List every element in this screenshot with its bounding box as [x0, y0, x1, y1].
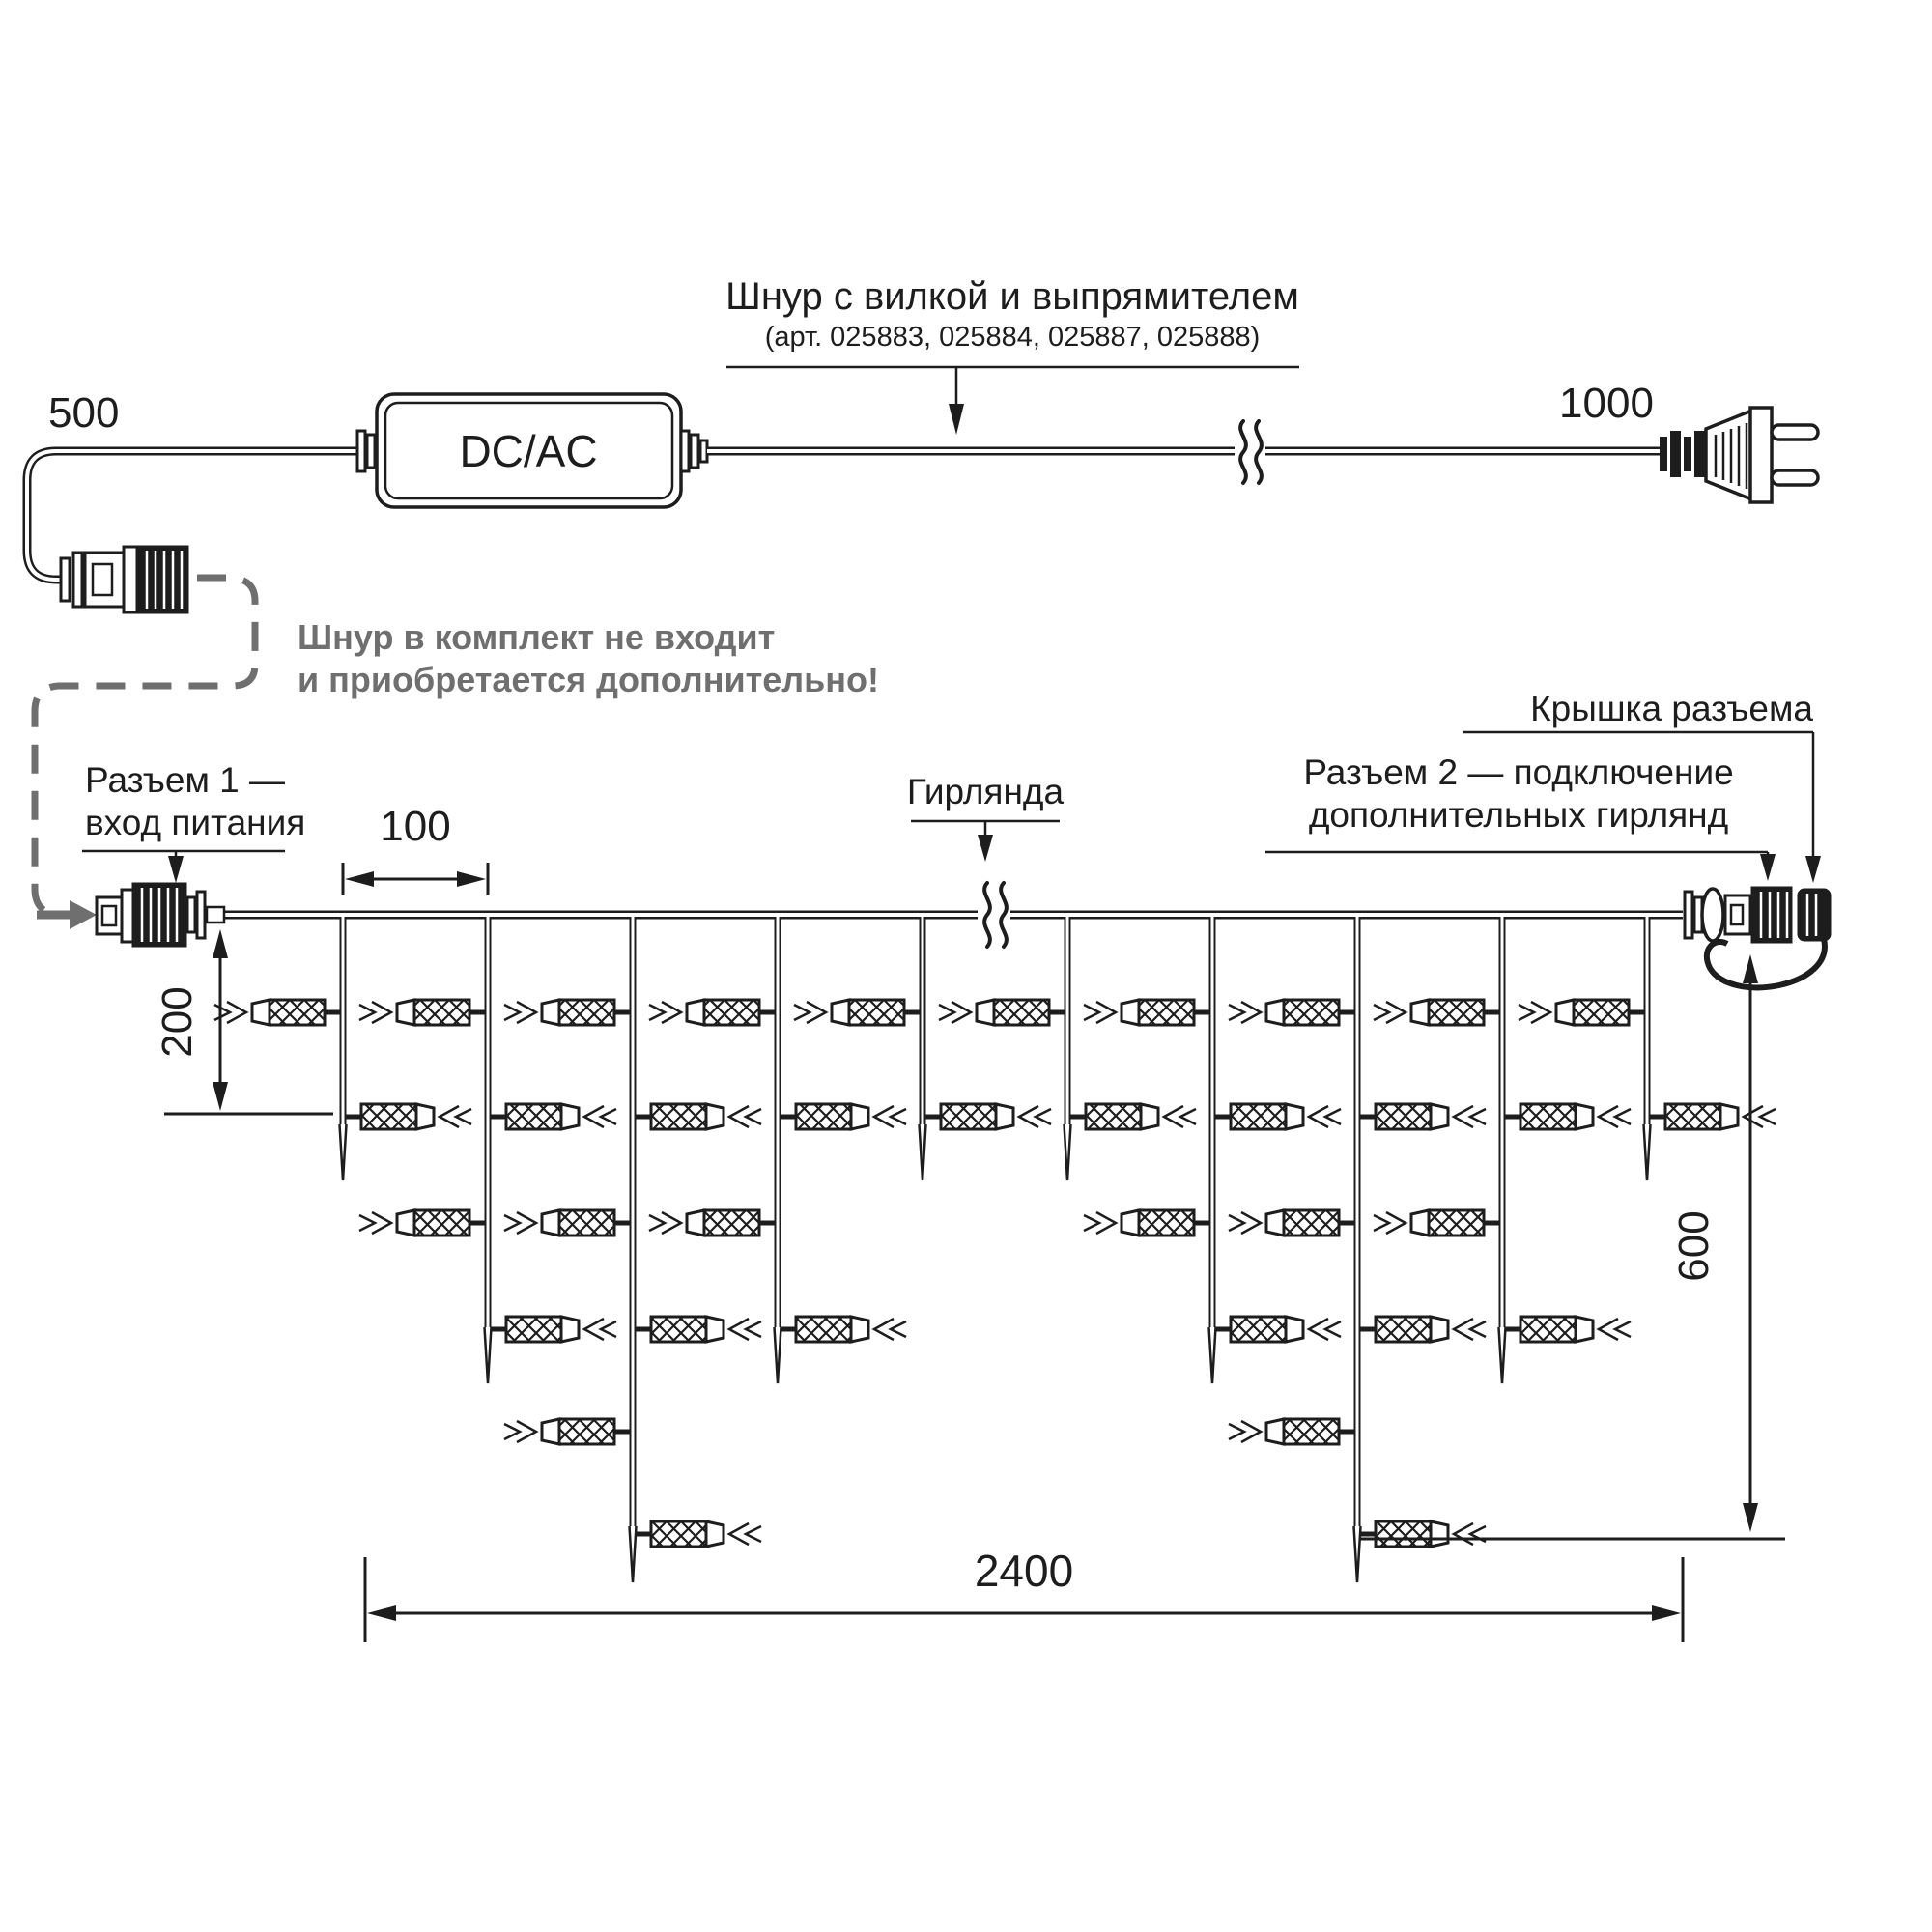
icicle-drop: [359, 917, 616, 1383]
led-bulb: [636, 1521, 761, 1547]
led-bulb: [781, 1104, 906, 1129]
garland-label: Гирлянда: [906, 772, 1065, 811]
power-cord-section: [27, 275, 1818, 612]
chevron-icon: [794, 1005, 810, 1020]
drop-tip: [1644, 1124, 1651, 1180]
chevron-icon: [1036, 1109, 1051, 1124]
chevron-icon: [504, 1215, 520, 1231]
led-bulb: [1084, 1000, 1209, 1025]
chevron-icon: [1374, 1215, 1389, 1231]
dim-600: 600: [1670, 1210, 1718, 1282]
led-bulb: [491, 1104, 616, 1129]
chevron-icon: [601, 1109, 616, 1124]
led-bulb: [1360, 1521, 1486, 1547]
conn1-callout: [82, 760, 305, 883]
drop-tip: [485, 1327, 492, 1383]
arrow-down-icon: [168, 856, 184, 883]
arrow-right-icon: [1652, 1605, 1681, 1621]
chevron-icon: [1229, 1424, 1244, 1439]
led-bulb: [491, 1317, 616, 1342]
power-plug: [1660, 408, 1818, 502]
led-bulb: [1650, 1104, 1776, 1129]
wire-break: [978, 883, 1010, 947]
gray-arrow-right-icon: [70, 900, 97, 929]
note-line1: Шнур в комплект не входит: [298, 617, 776, 657]
drop-tip: [775, 1327, 781, 1383]
led-bulb: [359, 1210, 485, 1236]
chevron-icon: [746, 1526, 761, 1542]
led-bulb: [1229, 1419, 1354, 1444]
led-bulb: [1519, 1000, 1644, 1025]
dim-100-callout: [343, 803, 488, 895]
plug-prong-bottom: [1772, 470, 1818, 485]
arrow-left-icon: [345, 871, 374, 887]
led-bulb: [1070, 1104, 1196, 1129]
led-bulb: [1215, 1317, 1341, 1342]
led-bulb: [504, 1210, 630, 1236]
plug-prong-top: [1772, 425, 1818, 440]
chevron-icon: [359, 1215, 375, 1231]
led-bulb: [346, 1104, 471, 1129]
led-bulb: [636, 1104, 761, 1129]
arrow-down-icon: [1743, 1503, 1758, 1532]
led-bulb: [1360, 1104, 1486, 1129]
led-bulb: [359, 1000, 485, 1025]
dcac-label: DC/AC: [459, 426, 598, 476]
led-bulb: [649, 1000, 775, 1025]
cord-title-callout: [725, 275, 1299, 435]
dim-2400: 2400: [974, 1546, 1074, 1596]
chevron-icon: [649, 1215, 665, 1231]
conn2-label-line2: дополнительных гирлянд: [1308, 795, 1729, 835]
led-bulb: [1374, 1210, 1499, 1236]
icicle-drop: [939, 917, 1196, 1180]
icicle-drop: [1519, 917, 1776, 1180]
chevron-icon: [359, 1005, 375, 1020]
chevron-icon: [1615, 1321, 1631, 1337]
led-bulb: [636, 1317, 761, 1342]
chevron-icon: [1760, 1109, 1776, 1124]
led-bulb: [794, 1000, 920, 1025]
dcac-converter-box: [357, 394, 707, 507]
led-bulb: [504, 1000, 630, 1025]
conn2-callout: [1265, 753, 1776, 881]
dim-100: 100: [380, 803, 451, 850]
arrow-up-icon: [1743, 954, 1758, 983]
drop-tip: [630, 1526, 637, 1582]
conn2-label-line1: Разъем 2 — подключение: [1303, 753, 1734, 792]
chevron-icon: [214, 1005, 230, 1020]
led-bulb: [1215, 1104, 1341, 1129]
dim-500: 500: [48, 389, 120, 437]
chevron-icon: [1519, 1005, 1534, 1020]
led-bulb: [781, 1317, 906, 1342]
chevron-icon: [1374, 1005, 1389, 1020]
chevron-icon: [1470, 1321, 1486, 1337]
cable-right-run: [707, 421, 1660, 483]
arrow-down-icon: [949, 404, 964, 435]
chevron-icon: [456, 1109, 471, 1124]
led-bulb: [925, 1104, 1051, 1129]
chevron-icon: [1470, 1109, 1486, 1124]
cap-label: Крышка разъема: [1530, 689, 1813, 728]
icicle-drop: [214, 917, 471, 1180]
icicle-drop: [1374, 917, 1631, 1383]
chevron-icon: [504, 1424, 520, 1439]
chevron-icon: [1084, 1005, 1099, 1020]
dashed-connection-line: [35, 578, 255, 914]
chevron-icon: [1615, 1109, 1631, 1124]
led-bulb: [504, 1419, 630, 1444]
icicle-drop: [794, 917, 1051, 1180]
chevron-icon: [1180, 1109, 1196, 1124]
led-bulb: [1505, 1104, 1631, 1129]
not-included-path: [35, 578, 879, 929]
arrow-left-icon: [367, 1605, 396, 1621]
arrow-up-icon: [213, 929, 228, 958]
icicle-drop: [649, 917, 906, 1383]
dim-600-callout: [1360, 954, 1785, 1539]
chevron-icon: [504, 1005, 520, 1020]
drop-tip: [340, 1124, 347, 1180]
note-line2: и приобретается дополнительно!: [298, 660, 879, 699]
drop-tip: [1354, 1526, 1361, 1582]
icicle-drop: [1084, 917, 1341, 1383]
arrow-down-icon: [213, 1082, 228, 1111]
conn1-label-line1: Разъем 1 —: [85, 760, 286, 800]
end-connector: [1685, 888, 1830, 987]
cap-strap: [1707, 939, 1825, 987]
led-bulb: [1360, 1317, 1486, 1342]
drop-tip: [920, 1124, 926, 1180]
input-connector: [97, 884, 224, 946]
dim-2400-callout: [365, 1546, 1683, 1642]
led-bulb: [214, 1000, 340, 1025]
led-bulb: [1229, 1000, 1354, 1025]
arrow-down-icon: [1805, 856, 1821, 883]
cord-subtitle: (арт. 025883, 025884, 025887, 025888): [764, 322, 1261, 353]
chevron-icon: [746, 1321, 761, 1337]
chevron-icon: [1229, 1215, 1244, 1231]
drop-tip: [1209, 1327, 1216, 1383]
garland-section: [82, 689, 1830, 1642]
chevron-icon: [1325, 1321, 1341, 1337]
chevron-icon: [1325, 1109, 1341, 1124]
led-bulb: [1374, 1000, 1499, 1025]
plug-strain-relief: [1660, 431, 1705, 477]
drop-tip: [1499, 1327, 1506, 1383]
dim-200: 200: [154, 986, 201, 1058]
garland-callout: [907, 772, 1065, 862]
chevron-icon: [1084, 1215, 1099, 1231]
led-bulb: [939, 1000, 1065, 1025]
led-bulb: [1084, 1210, 1209, 1236]
arrow-down-icon: [1760, 854, 1776, 881]
chevron-icon: [939, 1005, 954, 1020]
chevron-icon: [649, 1005, 665, 1020]
led-bulb: [1229, 1210, 1354, 1236]
cord-title: Шнур с вилкой и выпрямителем: [725, 275, 1299, 318]
arrow-right-icon: [457, 871, 486, 887]
conn1-label-line2: вход питания: [85, 803, 306, 842]
chevron-icon: [891, 1321, 906, 1337]
drop-tip: [1065, 1124, 1071, 1180]
dim-1000: 1000: [1559, 380, 1654, 427]
led-bulb: [1505, 1317, 1631, 1342]
cord-output-connector: [61, 547, 187, 612]
chevron-icon: [601, 1321, 616, 1337]
chevron-icon: [746, 1109, 761, 1124]
led-bulb: [649, 1210, 775, 1236]
arrow-down-icon: [978, 835, 993, 862]
chevron-icon: [891, 1109, 906, 1124]
chevron-icon: [1229, 1005, 1244, 1020]
icicle-drops: [214, 917, 1776, 1582]
